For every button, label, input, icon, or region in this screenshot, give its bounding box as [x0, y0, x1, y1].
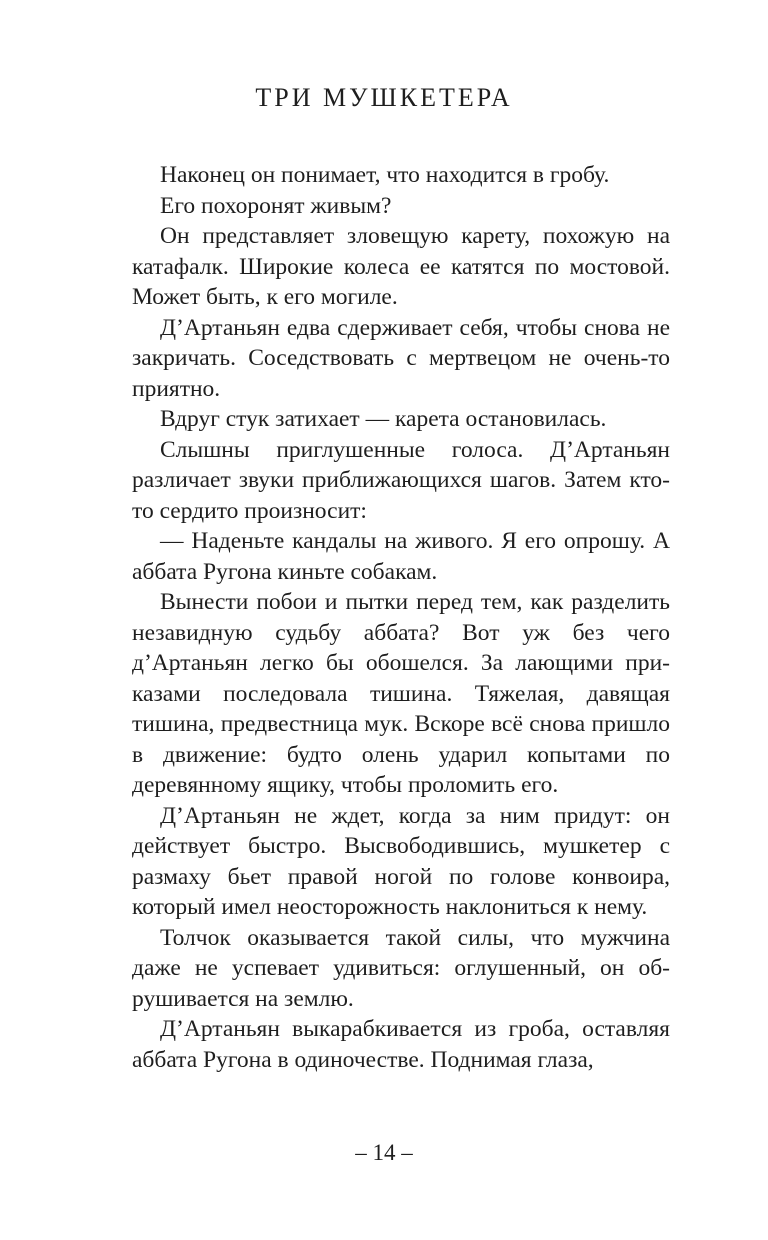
- body-text: [132, 160, 670, 1075]
- paragraph: Вдруг стук затихает — карета остановилась.: [160, 406, 607, 432]
- paragraph: Д’Артаньян едва сдерживает себя, чтобы снова не закричать. Соседствовать с мертвецом не очень-то приятно.: [132, 314, 670, 402]
- paragraph: Д’Артаньян выкарабкивается из гроба, оставляя аббата Ругона в одиночестве. Поднимая глаза,: [132, 1016, 670, 1073]
- paragraph: Наконец он понимает, что находится в гробу.: [160, 162, 610, 188]
- paragraph: Слышны приглушенные голоса. Д’Артаньян различает звуки приближающихся шагов. Затем кто-то сердито произносит:: [132, 436, 670, 524]
- paragraph: Он представляет зловещую карету, похожую на катафалк. Широкие колеса ее катятся по мостовой. Может быть, к его могиле.: [132, 223, 670, 310]
- paragraph: Д’Артаньян не ждет, когда за ним придут: он действует быстро. Высвободившись, мушкетер с размаху бьет правой ногой по голове конвоира, который имел неосторожность наклониться к нему.: [132, 802, 670, 920]
- paragraph: Его похоронят живым?: [160, 192, 392, 219]
- page-number: – 14 –: [355, 1140, 413, 1165]
- dialogue-paragraph: — Наденьте кандалы на живого. Я его опрошу. А аббата Ругона киньте собакам.: [132, 528, 670, 585]
- running-title: ТРИ МУШКЕТЕРА: [255, 83, 513, 112]
- paragraph: Толчок оказывается такой силы, что мужчина даже не успевает удивиться: оглушенный, он обрушивается на землю.: [132, 924, 670, 1012]
- paragraph: Вынести побои и пытки перед тем, как разделить незавидную судьбу аббата? Вот уж без чего д’Артаньян легко бы обошелся. За лающими приказами последовала тишина. Тяжелая, давящая тишина, предвестница мук. Вскоре всё снова пришло в движение: будто олень ударил копытами по деревянному ящику, чтобы проломить его.: [132, 589, 670, 798]
